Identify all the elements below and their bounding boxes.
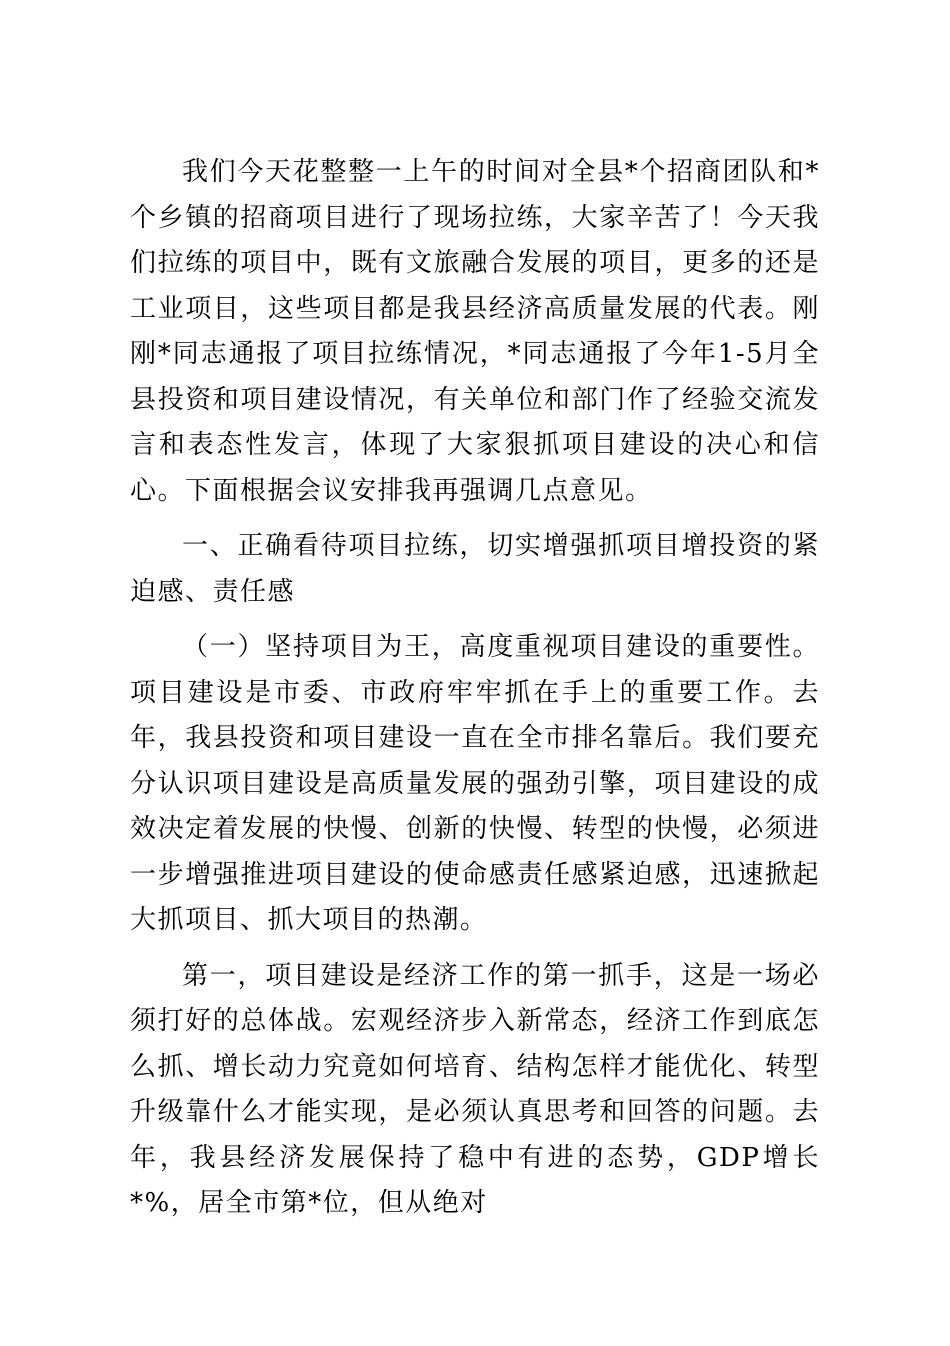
document-body [130,150,820,1227]
subsection-paragraph: （一）坚持项目为王，高度重视项目建设的重要性。项目建设是市委、市政府牢牢抓在手上的重要工作。去年，我县投资和项目建设一直在全市排名靠后。我们要充分认识项目建设是高质量发展的强劲引擎，项目建设的成效决定着发展的快慢、创新的快慢、转型的快慢，必须进一步增强推进项目建设的使命感责任感紧迫感，迅速掀起大抓项目、抓大项目的热潮。 [130,632,820,935]
section-heading: 一、正确看待项目拉练，切实增强抓项目增投资的紧迫感、责任感 [130,531,820,607]
point-paragraph: 第一，项目建设是经济工作的第一抓手，这是一场必须打好的总体战。宏观经济步入新常态，经济工作到底怎么抓、增长动力究竟如何培育、结构怎样才能优化、转型升级靠什么才能实现，是必须认真思考和回答的问题。去年，我县经济发展保持了稳中有进的态势，GDP增长*%，居全市第*位，但从绝对 [130,960,820,1218]
intro-paragraph: 我们今天花整整一上午的时间对全县*个招商团队和*个乡镇的招商项目进行了现场拉练，大家辛苦了！今天我们拉练的项目中，既有文旅融合发展的项目，更多的还是工业项目，这些项目都是我县经济高质量发展的代表。刚刚*同志通报了项目拉练情况，*同志通报了今年1-5月全县投资和项目建设情况，有关单位和部门作了经验交流发言和表态性发言，体现了大家狠抓项目建设的决心和信心。下面根据会议安排我再强调几点意见。 [130,157,820,506]
